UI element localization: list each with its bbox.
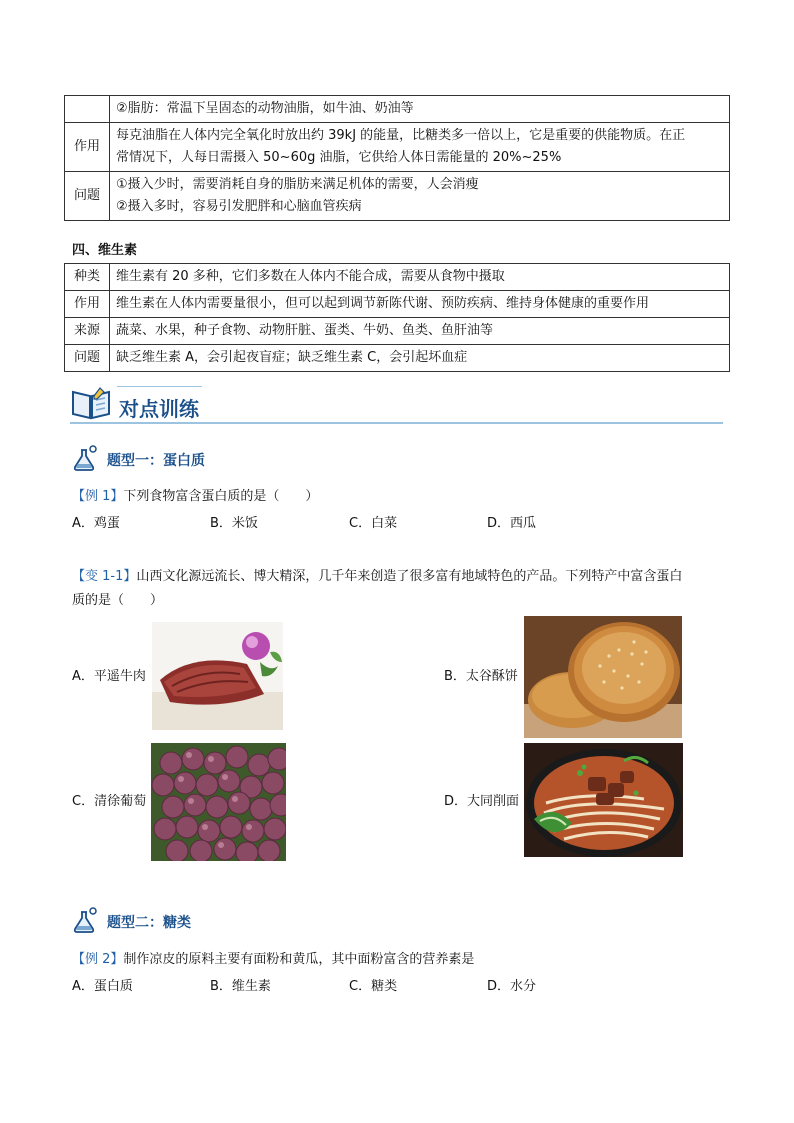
noodle-image — [524, 743, 683, 857]
vitamin-table — [64, 263, 730, 372]
type1-title: 题型一：蛋白质 — [107, 453, 205, 469]
example1-tag: 【例 1】 — [72, 489, 124, 504]
example1-option-b[interactable]: B．米饭 — [210, 516, 258, 531]
example2-option-c[interactable]: C．糖类 — [349, 979, 398, 994]
cake-image — [524, 616, 682, 738]
variant1-tag: 【变 1-1】 — [72, 569, 137, 584]
variant1-option-b[interactable]: B．太谷酥饼 — [444, 669, 518, 684]
problem-line-2: ②摄入多时，容易引发肥胖和心脑血管疾病 — [116, 199, 362, 214]
row-label: 种类 — [65, 264, 110, 291]
table-cell: 蔬菜、水果，种子食物、动物肝脏、蛋类、牛奶、鱼类、鱼肝油等 — [110, 318, 730, 345]
table-cell — [110, 172, 730, 221]
example2-option-b[interactable]: B．维生素 — [210, 979, 271, 994]
table-cell: 维生素有 20 多种，它们多数在人体内不能合成，需要从食物中摄取 — [110, 264, 730, 291]
example1-text: 下列食物富含蛋白质的是（ ） — [123, 489, 319, 504]
table-row — [65, 318, 730, 345]
table-row — [65, 291, 730, 318]
effect-line-2: 常情况下，人每日需摄入 50~60g 油脂，它供给人体日需能量的 20%~25% — [116, 150, 562, 165]
table-cell: 维生素在人体内需要量很小，但可以起到调节新陈代谢、预防疾病、维持身体健康的重要作用 — [110, 291, 730, 318]
grapes-image — [151, 743, 286, 861]
example2-option-a[interactable]: A．蛋白质 — [72, 979, 133, 994]
variant1-option-a[interactable]: A．平遥牛肉 — [72, 669, 146, 684]
variant1-option-c[interactable]: C．清徐葡萄 — [72, 794, 147, 809]
table-row — [65, 172, 730, 221]
row-label-problem: 问题 — [65, 172, 110, 221]
example2-tag: 【例 2】 — [72, 952, 124, 967]
example1-option-a[interactable]: A．鸡蛋 — [72, 516, 120, 531]
banner-top-line — [117, 386, 202, 387]
table-cell-empty — [65, 96, 110, 123]
row-label-effect: 作用 — [65, 123, 110, 172]
banner-title: 对点训练 — [119, 397, 199, 421]
table-cell: ②脂肪：常温下呈固态的动物油脂，如牛油、奶油等 — [110, 96, 730, 123]
example2-text: 制作凉皮的原料主要有面粉和黄瓜，其中面粉富含的营养素是 — [123, 952, 475, 967]
banner-divider — [70, 422, 723, 424]
beef-image — [152, 622, 283, 730]
example1-question — [72, 486, 318, 508]
example2-question — [72, 949, 474, 971]
table-cell: 缺乏维生素 A，会引起夜盲症；缺乏维生素 C，会引起坏血症 — [110, 345, 730, 372]
row-label: 问题 — [65, 345, 110, 372]
problem-line-1: ①摄入少时，需要消耗自身的脂肪来满足机体的需要，人会消瘦 — [116, 177, 479, 192]
example1-option-d[interactable]: D．西瓜 — [487, 516, 537, 531]
variant1-question-line1 — [72, 566, 682, 588]
variant1-question-line2: 质的是（ ） — [72, 593, 164, 608]
table-row — [65, 345, 730, 372]
flask-icon — [71, 906, 99, 938]
example1-option-c[interactable]: C．白菜 — [349, 516, 398, 531]
row-label: 作用 — [65, 291, 110, 318]
effect-line-1: 每克油脂在人体内完全氧化时放出约 39kJ 的能量，比糖类多一倍以上，它是重要的供能物质。在正 — [116, 128, 686, 143]
table-cell — [110, 123, 730, 172]
table-row — [65, 123, 730, 172]
variant1-text: 山西文化源远流长、博大精深，几千年来创造了很多富有地域特色的产品。下列特产中富含蛋白 — [136, 569, 683, 584]
variant1-option-d[interactable]: D．大同削面 — [444, 794, 520, 809]
section-title-vitamin: 四、维生素 — [72, 243, 138, 258]
flask-icon — [71, 444, 99, 476]
table-row — [65, 264, 730, 291]
table-row — [65, 96, 730, 123]
fat-table — [64, 95, 730, 221]
row-label: 来源 — [65, 318, 110, 345]
type2-title: 题型二：糖类 — [107, 915, 191, 931]
book-icon — [70, 386, 112, 424]
example2-option-d[interactable]: D．水分 — [487, 979, 537, 994]
